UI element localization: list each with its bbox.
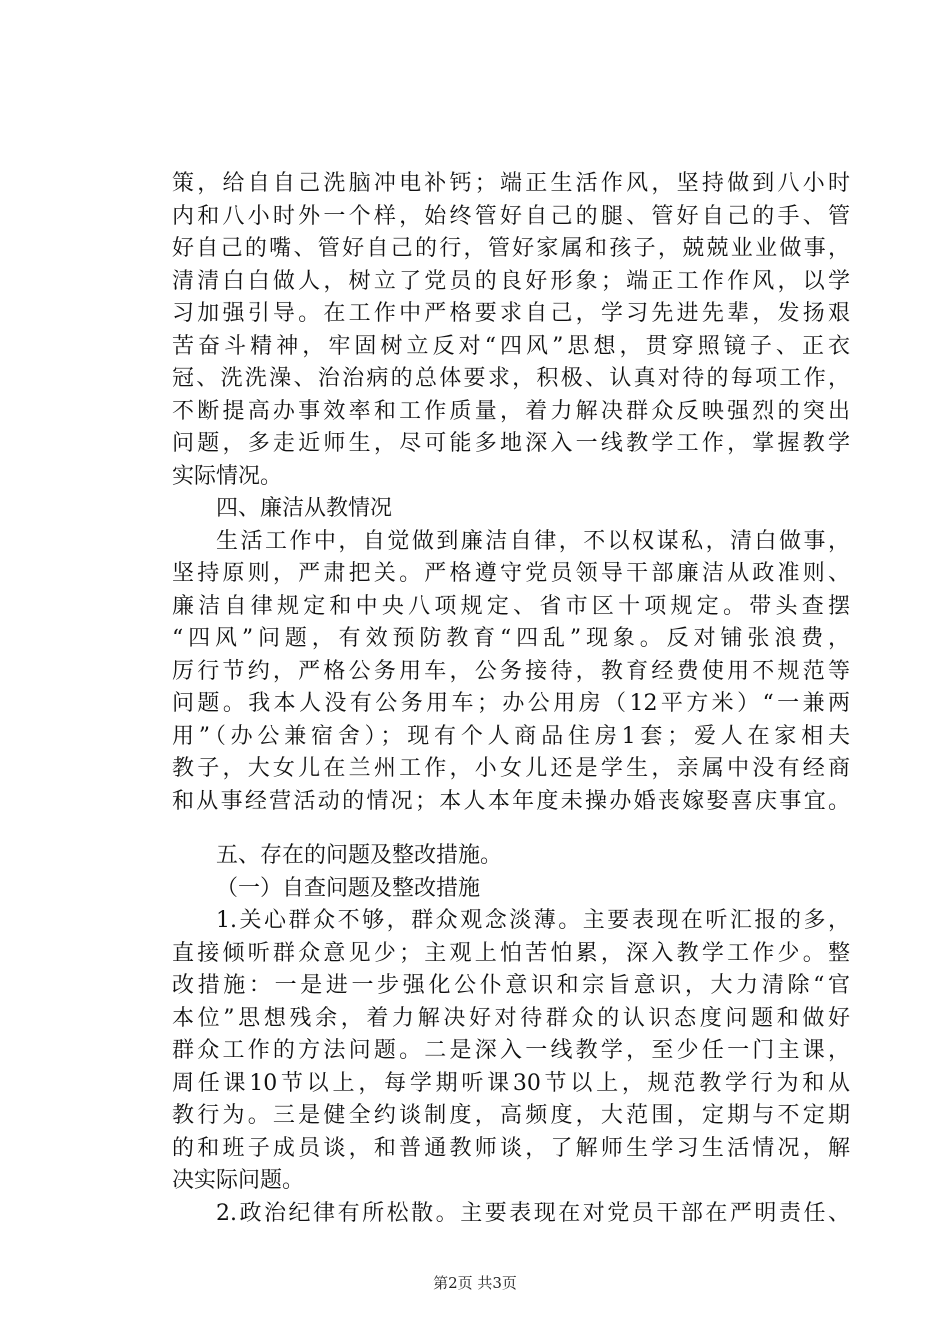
text-line: 群众工作的方法问题。二是深入一线教学，至少任一门主课， xyxy=(172,1038,850,1063)
text-line: 用”（办公兼宿舍）；现有个人商品住房1套；爱人在家相夫 xyxy=(172,723,850,749)
document-body xyxy=(172,168,850,1230)
text-line: 内和八小时外一个样，始终管好自己的腿、管好自己的手、管 xyxy=(172,203,850,229)
text-line: 直接倾听群众意见少；主观上怕苦怕累，深入教学工作少。整 xyxy=(172,940,850,966)
text-line: 改措施：一是进一步强化公仆意识和宗旨意识，大力清除“官 xyxy=(172,973,850,998)
text-line: 廉洁自律规定和中央八项规定、省市区十项规定。带头查摆 xyxy=(172,593,850,619)
text-line: 苦奋斗精神，牢固树立反对“四风”思想，贯穿照镜子、正衣 xyxy=(172,333,850,359)
text-line: 生活工作中，自觉做到廉洁自律，不以权谋私，清白做事， xyxy=(216,528,850,554)
text-line: 周任课10节以上，每学期听课30节以上，规范教学行为和从 xyxy=(172,1070,850,1096)
text-line: 决实际问题。 xyxy=(172,1168,305,1193)
section-heading: 五、存在的问题及整改措施。 xyxy=(216,843,503,868)
text-line: 教子，大女儿在兰州工作，小女儿还是学生，亲属中没有经商 xyxy=(172,756,850,781)
text-line: 1.关心群众不够，群众观念淡薄。主要表现在听汇报的多， xyxy=(216,908,850,933)
text-line: 厉行节约，严格公务用车，公务接待，教育经费使用不规范等 xyxy=(172,658,850,684)
text-line: 本位”思想残余，着力解决好对待群众的认识态度问题和做好 xyxy=(172,1005,850,1031)
text-line: 问题。我本人没有公务用车；办公用房（12平方米）“一兼两 xyxy=(172,691,850,716)
subsection-heading: （一）自查问题及整改措施 xyxy=(216,875,481,901)
text-line: 教行为。三是健全约谈制度，高频度，大范围，定期与不定期 xyxy=(172,1103,850,1128)
text-line: 2.政治纪律有所松散。主要表现在对党员干部在严明责任、 xyxy=(216,1200,850,1226)
text-line: 坚持原则，严肃把关。严格遵守党员领导干部廉洁从政准则、 xyxy=(172,561,850,586)
page-footer: 第2页 共3页 xyxy=(433,1274,517,1292)
text-line: 和从事经营活动的情况；本人本年度未操办婚丧嫁娶喜庆事宜。 xyxy=(172,788,850,814)
text-line: 问题，多走近师生，尽可能多地深入一线教学工作，掌握教学 xyxy=(172,431,850,456)
text-line: 好自己的嘴、管好自己的行，管好家属和孩子，兢兢业业做事， xyxy=(172,236,850,261)
text-line: 的和班子成员谈，和普通教师谈，了解师生学习生活情况，解 xyxy=(172,1135,850,1161)
text-line: 清清白白做人，树立了党员的良好形象；端正工作作风，以学 xyxy=(172,268,850,294)
section-heading: 四、廉洁从教情况 xyxy=(216,496,393,521)
text-line: 习加强引导。在工作中严格要求自己，学习先进先辈，发扬艰 xyxy=(172,301,850,326)
text-line: 实际情况。 xyxy=(172,463,283,489)
text-line: 策，给自自己洗脑冲电补钙；端正生活作风，坚持做到八小时 xyxy=(172,171,850,196)
text-line: “四风”问题，有效预防教育“四乱”现象。反对铺张浪费， xyxy=(172,626,850,651)
text-line: 冠、洗洗澡、治治病的总体要求，积极、认真对待的每项工作， xyxy=(172,366,850,391)
text-line: 不断提高办事效率和工作质量，着力解决群众反映强烈的突出 xyxy=(172,398,850,424)
